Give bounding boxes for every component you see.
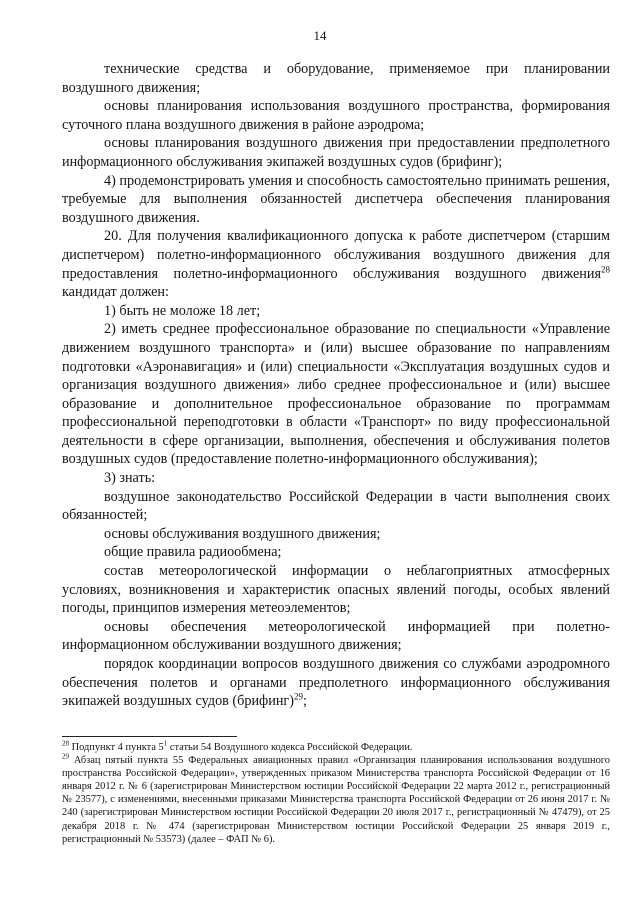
paragraph: 2) иметь среднее профессиональное образование по специальности «Управление движением воздушного транспорта» и (или) высшее образование по направлениям подготовки «Аэронавигация» и (или) специальности «Эксплуатация воздушных судов и организация воздушного движения» либо среднее профессиональное и (или) высшее образование и дополнительное профессиональное образование по программам профессиональной переподготовки в области «Транспорт» по виду профессиональной деятельности в сфере организации, выполнения, обеспечения и обслуживания полетов воздушных судов (предоставление полетно-информационного обслуживания); — [62, 321, 610, 468]
paragraph-last — [62, 655, 610, 711]
footnote-mark: 28 — [62, 739, 69, 748]
paragraph-last-tail: ; — [302, 693, 307, 710]
paragraph: технические средства и оборудование, применяемое при планировании воздушного движения; — [62, 61, 610, 96]
footnotes — [62, 741, 610, 846]
paragraph: 1) быть не моложе 18 лет; — [104, 302, 261, 319]
paragraph: состав метеорологической информации о неблагоприятных атмосферных условиях, возникновения и характеристик опасных явлений погоды, особых явлений погоды, принципов измерения метеоэлементов; — [62, 563, 610, 617]
footnote-divider — [62, 736, 237, 737]
footnote-28 — [62, 741, 610, 754]
paragraph-20 — [62, 227, 610, 301]
paragraph: общие правила радиообмена; — [104, 544, 282, 561]
footnote-29 — [62, 754, 610, 846]
footnote-text: Абзац пятый пункта 55 Федеральных авиационных правил «Организация планирования использования воздушного пространства Российской Федерации», утвержденных приказом Министерства транспорта Российской Федерации от 16 января 2012 г. № 6 (зарегистрирован Министерством юстиции Российской Федерации 22 марта 2012 г., регистрационный № 23577), с изменениями, внесенными приказами Министерства транспорта Российской Федерации от 26 июня 2017 г. № 240 (зарегистрирован Министерством юстиции Российской Федерации 20 июля 2017 г., регистрационный № 47479), от 25 декабря 2018 г. № 474 (зарегистрирован Министерством юстиции Российской Федерации 25 января 2019 г., регистрационный № 53573) (далее – ФАП № 6). — [62, 755, 610, 845]
paragraph: основы планирования использования воздушного пространства, формирования суточного плана воздушного движения в районе аэродрома; — [62, 98, 610, 133]
paragraph: воздушное законодательство Российской Федерации в части выполнения своих обязанностей; — [62, 488, 610, 524]
paragraph: основы обслуживания воздушного движения; — [104, 525, 381, 542]
footnote-ref-28[interactable]: 28 — [601, 263, 610, 274]
footnote-sup: 1 — [163, 739, 168, 748]
paragraph-20-text: 20. Для получения квалификационного допуска к работе диспетчером (старшим диспетчером) полетно-информационного обслуживания воздушного движения для предоставления полетно-информационного обслуживания воздушного движения — [62, 228, 610, 282]
footnote-text: Подпункт 4 пункта 5 — [69, 742, 164, 753]
page-number: 14 — [313, 28, 327, 43]
footnote-mark: 29 — [62, 752, 69, 761]
paragraph: основы обеспечения метеорологической информацией при полетно-информационном обслуживании воздушного движения; — [62, 618, 610, 654]
paragraph: основы планирования воздушного движения при предоставлении предполетного информационного обслуживания экипажей воздушных судов (брифинг); — [62, 135, 610, 170]
body-text — [62, 60, 610, 711]
paragraph: 3) знать: — [104, 470, 156, 487]
footnote-ref-29[interactable]: 29 — [293, 691, 303, 702]
footnote-text: статьи 54 Воздушного кодекса Российской Федерации. — [167, 742, 413, 753]
paragraph: 4) продемонстрировать умения и способность самостоятельно принимать решения, требуемые для выполнения обязанностей диспетчера обеспечения планирования воздушного движения. — [62, 172, 610, 226]
paragraph-last-text: порядок координации вопросов воздушного движения со службами аэродромного обеспечения полетов и органами предполетного информационного обслуживания экипажей воздушных судов (брифинг) — [62, 656, 610, 710]
paragraph-20-tail: кандидат должен: — [62, 284, 169, 301]
